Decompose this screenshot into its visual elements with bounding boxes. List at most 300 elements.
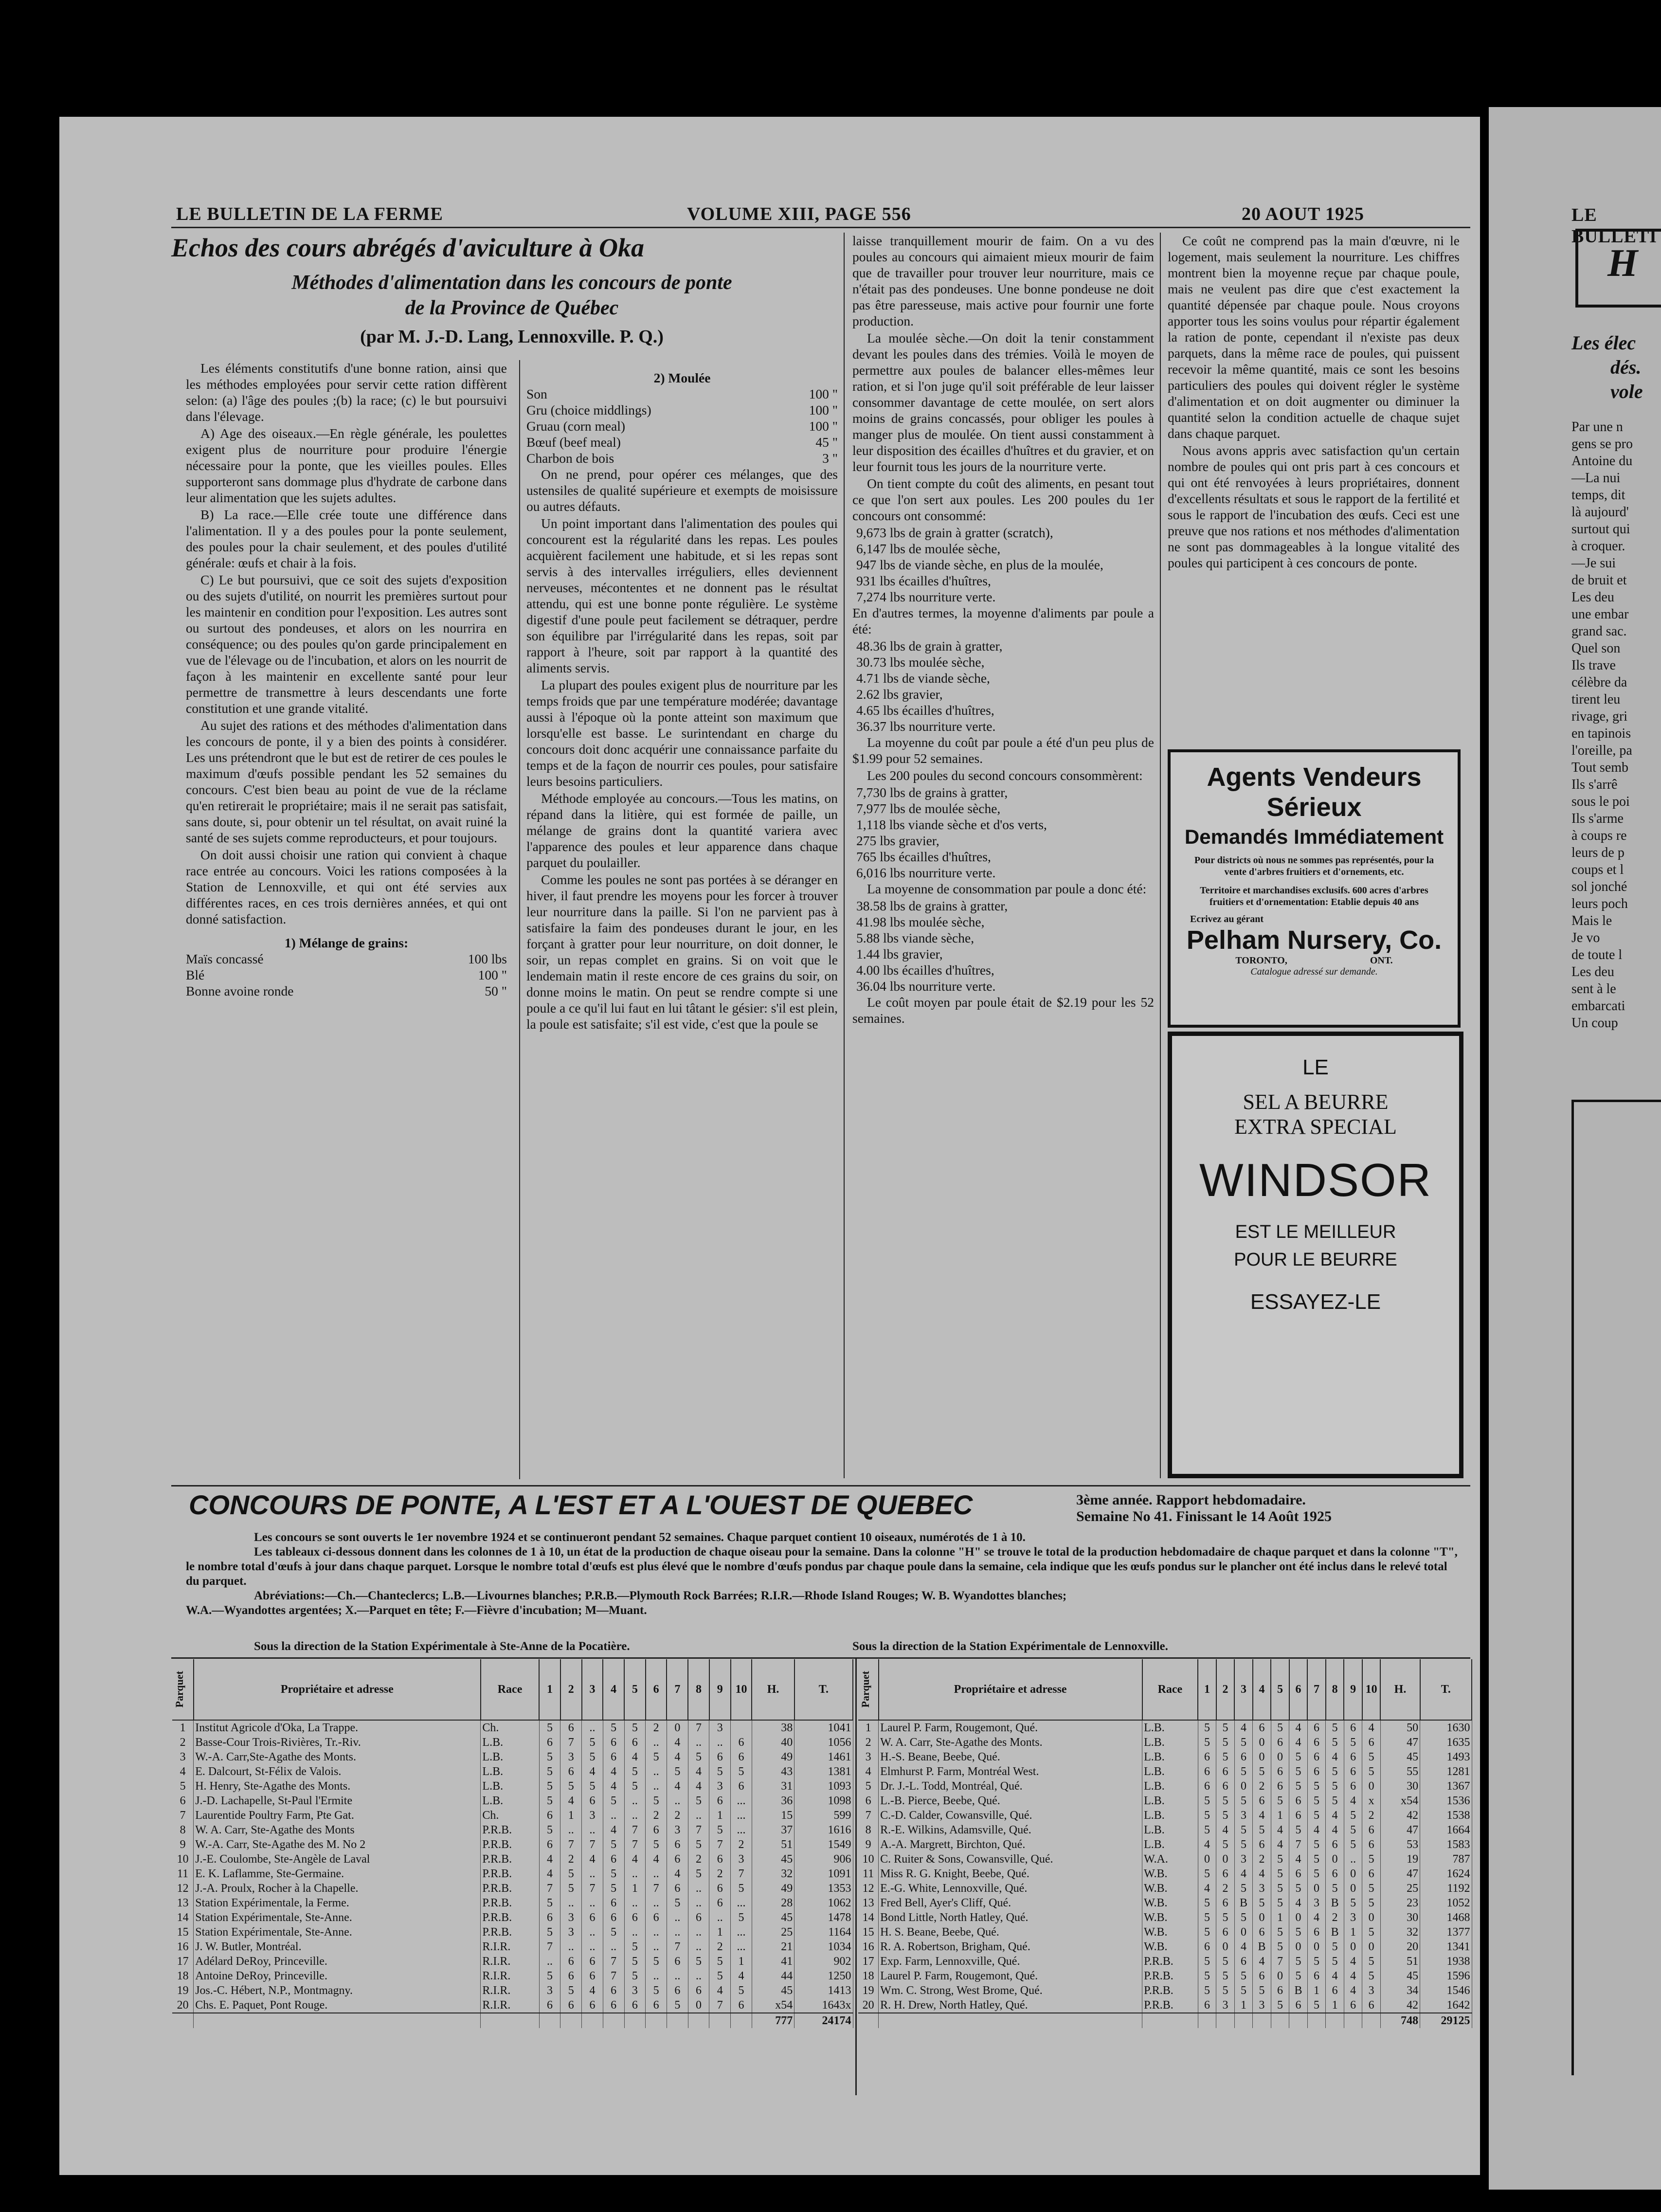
bird-eggs-cell: 4: [1234, 1867, 1253, 1881]
parquet-cell: 2: [172, 1735, 194, 1750]
empty-cell: [667, 2013, 688, 2028]
bird-eggs-cell: 7: [688, 1720, 709, 1735]
bird-eggs-cell: 4: [667, 1735, 688, 1750]
bird-eggs-cell: 5: [624, 1940, 646, 1954]
bird-eggs-cell: 3: [560, 1910, 582, 1925]
col-bird-8: 8: [688, 1659, 709, 1720]
bird-eggs-cell: 5: [1234, 1735, 1253, 1750]
bird-eggs-cell: 4: [1198, 1881, 1216, 1896]
cumulative-total-cell: 1664: [1420, 1823, 1472, 1837]
bird-eggs-cell: 1: [624, 1881, 646, 1896]
owner-cell: C.-D. Calder, Cowansville, Qué.: [879, 1808, 1142, 1823]
race-cell: R.I.R.: [481, 1940, 539, 1954]
bird-eggs-cell: ..: [688, 1896, 709, 1910]
parquet-cell: 8: [858, 1823, 879, 1837]
list-item: 4.65 lbs écailles d'huîtres,: [856, 703, 994, 718]
adjacent-title-box: [1575, 229, 1661, 308]
adjacent-text-line: Ils s'arrê: [1571, 777, 1618, 792]
race-cell: Ch.: [481, 1720, 539, 1735]
bird-eggs-cell: ..: [688, 1969, 709, 1983]
adjacent-heading-line: dés.: [1610, 356, 1642, 378]
race-cell: P.R.B.: [481, 1867, 539, 1881]
col-bird-9: 9: [709, 1659, 731, 1720]
adjacent-text-line: à coups re: [1571, 828, 1627, 843]
bird-eggs-cell: 5: [1326, 1794, 1344, 1808]
race-cell: P.R.B.: [481, 1896, 539, 1910]
bird-eggs-cell: ..: [624, 1808, 646, 1823]
grand-weekly-total: 777: [752, 2013, 794, 2028]
bird-eggs-cell: 4: [539, 1852, 560, 1867]
mash-mix-title: 2) Moulée: [653, 370, 711, 385]
bird-eggs-cell: 6: [1253, 1794, 1271, 1808]
race-cell: P.R.B.: [1142, 1998, 1198, 2013]
parquet-cell: 10: [858, 1852, 879, 1867]
adjacent-text-line: Un coup: [1571, 1015, 1618, 1031]
empty-cell: [194, 2013, 481, 2028]
race-cell: R.I.R.: [481, 1954, 539, 1969]
mix-row: [526, 386, 838, 402]
adjacent-italic-heading: [1571, 331, 1643, 404]
bird-eggs-cell: 5: [1289, 1750, 1308, 1764]
bird-eggs-cell: 6: [1307, 1750, 1326, 1764]
parquet-cell: 9: [172, 1837, 194, 1852]
mash-mix: [526, 370, 838, 466]
bird-eggs-cell: 6: [646, 1823, 667, 1837]
bird-eggs-cell: 4: [582, 1764, 603, 1779]
bird-eggs-cell: 6: [1289, 1867, 1308, 1881]
owner-cell: L.-B. Pierce, Beebe, Qué.: [879, 1794, 1142, 1808]
bird-eggs-cell: 6: [667, 1881, 688, 1896]
bird-eggs-cell: 2: [1362, 1808, 1381, 1823]
bird-eggs-cell: ..: [688, 1881, 709, 1896]
bird-eggs-cell: 4: [1289, 1735, 1308, 1750]
bird-eggs-cell: 5: [1234, 1837, 1253, 1852]
ad-line: LE: [1302, 1055, 1329, 1079]
ad-city: TORONTO,: [1235, 955, 1287, 966]
weekly-total-cell: 51: [1380, 1954, 1420, 1969]
owner-cell: Basse-Cour Trois-Rivières, Tr.-Riv.: [194, 1735, 481, 1750]
bird-eggs-cell: 4: [1326, 1750, 1344, 1764]
bird-eggs-cell: 0: [1362, 1940, 1381, 1954]
bird-eggs-cell: 3: [731, 1852, 752, 1867]
bird-eggs-cell: ..: [646, 1735, 667, 1750]
bird-eggs-cell: 5: [1198, 1808, 1216, 1823]
bird-eggs-cell: 0: [1289, 1940, 1308, 1954]
adjacent-text-line: coups et l: [1571, 862, 1624, 877]
column-rule: [1160, 233, 1161, 1478]
bird-eggs-cell: 4: [688, 1779, 709, 1794]
adjacent-text-line: grand sac.: [1571, 624, 1627, 639]
paragraph: Comme les poules ne sont pas portées à se déranger en hiver, il faut prendre les moyens pour les forcer à trouver leur nourriture dans la paille. Si l'on ne parvient pas à satisfaire la faim des pondeuses durant le jour, en les forçant à gratter pour leur nourriture, on doit donner, le soir, un repas complet en grains. Si on voit que le lendemain matin il reste encore de ces grains du soir, on donne moins le matin. On peut se rendre compte si une poule a ce qu'il lui faut en lui tâtant le gésier: s'il est plein, la poule est satisfaite; s'il est vide, c'est que la poule se: [526, 872, 838, 1032]
header-rule: [171, 227, 1470, 228]
bird-eggs-cell: 0: [1362, 1910, 1381, 1925]
weekly-total-cell: 34: [1380, 1983, 1420, 1998]
bird-eggs-cell: 4: [1253, 1867, 1271, 1881]
adjacent-text-line: Tout semb: [1571, 760, 1629, 775]
cumulative-total-cell: 1549: [794, 1837, 853, 1852]
bird-eggs-cell: 5: [1198, 1925, 1216, 1940]
list-item: 30.73 lbs moulée sèche,: [856, 654, 985, 670]
bird-eggs-cell: 6: [1271, 1735, 1289, 1750]
list-item: 1,118 lbs viande sèche et d'os verts,: [856, 817, 1047, 832]
ad-subheadline: Demandés Immédiatement: [1184, 825, 1444, 848]
bird-eggs-cell: 5: [560, 1867, 582, 1881]
bird-eggs-cell: ..: [603, 1940, 624, 1954]
table-row: [172, 1867, 853, 1881]
paragraph: A) Age des oiseaux.—En règle générale, les poulettes exigent plus de nourriture pour produire l'énergie nécessaire pour la ponte, que les vieilles poules. Elles supporteront sans dommage plus d'hydrate de carbone dans leur alimentation que les sujets adultes.: [186, 426, 507, 505]
bird-eggs-cell: 2: [688, 1852, 709, 1867]
bird-eggs-cell: 5: [1326, 1954, 1344, 1969]
bird-eggs-cell: x: [1362, 1794, 1381, 1808]
bird-eggs-cell: 5: [1198, 1867, 1216, 1881]
list-item: 6,016 lbs nourriture verte.: [856, 865, 996, 880]
empty-cell: [172, 2013, 194, 2028]
bird-eggs-cell: 0: [1344, 1940, 1362, 1954]
bird-eggs-cell: 2: [1253, 1779, 1271, 1794]
owner-cell: J. W. Butler, Montréal.: [194, 1940, 481, 1954]
race-cell: R.I.R.: [481, 1983, 539, 1998]
bird-eggs-cell: 6: [582, 1910, 603, 1925]
adjacent-text-line: Ils trave: [1571, 658, 1616, 673]
table-header-row: [858, 1659, 1472, 1720]
race-cell: P.R.B.: [481, 1925, 539, 1940]
bird-eggs-cell: 4: [582, 1983, 603, 1998]
bird-eggs-cell: 4: [1326, 1808, 1344, 1823]
bird-eggs-cell: 5: [1362, 1764, 1381, 1779]
bird-eggs-cell: 4: [624, 1852, 646, 1867]
weekly-total-cell: 21: [752, 1940, 794, 1954]
bird-eggs-cell: 0: [1326, 1852, 1344, 1867]
bird-eggs-cell: 6: [1198, 1750, 1216, 1764]
bird-eggs-cell: 6: [603, 1735, 624, 1750]
table-row: [172, 1779, 853, 1794]
bird-eggs-cell: 6: [1271, 1983, 1289, 1998]
bird-eggs-cell: 5: [1216, 1983, 1235, 1998]
bird-eggs-cell: 5: [1271, 1852, 1289, 1867]
bird-eggs-cell: 5: [1307, 1794, 1326, 1808]
bird-eggs-cell: 2: [1216, 1881, 1235, 1896]
cumulative-total-cell: 1468: [1420, 1910, 1472, 1925]
adjacent-heading-line: Les élec: [1571, 332, 1636, 354]
bird-eggs-cell: ..: [1344, 1852, 1362, 1867]
bird-eggs-cell: 6: [1253, 1720, 1271, 1735]
bird-eggs-cell: 6: [1326, 1837, 1344, 1852]
bird-eggs-cell: 4: [1344, 1794, 1362, 1808]
paragraph: Méthode employée au concours.—Tous les matins, on répand dans la litière, qui est formée de paille, un mélange de grains dont la quantité variera avec l'apparence des poules et leur apparence dans chaque parquet du poulailler.: [526, 791, 838, 870]
bird-eggs-cell: 6: [603, 1896, 624, 1910]
bird-eggs-cell: 5: [667, 1764, 688, 1779]
bird-eggs-cell: 7: [603, 1954, 624, 1969]
bird-eggs-cell: 5: [539, 1969, 560, 1983]
race-cell: W.B.: [1142, 1925, 1198, 1940]
bird-eggs-cell: 5: [1234, 1983, 1253, 1998]
adjacent-text-line: Ils s'arme: [1571, 811, 1624, 826]
table-row: [858, 1998, 1472, 2013]
bird-eggs-cell: 5: [1307, 1954, 1326, 1969]
parquet-cell: 12: [858, 1881, 879, 1896]
bird-eggs-cell: 1: [1344, 1925, 1362, 1940]
cumulative-total-cell: 599: [794, 1808, 853, 1823]
grand-cumulative-total: 24174: [794, 2013, 853, 2028]
parquet-cell: 16: [172, 1940, 194, 1954]
mix-qty: 100 ": [809, 402, 838, 417]
bird-eggs-cell: B: [1326, 1896, 1344, 1910]
bird-eggs-cell: 5: [1234, 1823, 1253, 1837]
parquet-cell: 19: [858, 1983, 879, 1998]
bird-eggs-cell: 7: [582, 1837, 603, 1852]
bird-eggs-cell: 0: [1289, 1910, 1308, 1925]
owner-cell: Elmhurst P. Farm, Montréal West.: [879, 1764, 1142, 1779]
bird-eggs-cell: 5: [1198, 1896, 1216, 1910]
bird-eggs-cell: 5: [539, 1794, 560, 1808]
bird-eggs-cell: 5: [1271, 1881, 1289, 1896]
bird-eggs-cell: 4: [709, 1983, 731, 1998]
cumulative-total-cell: 1250: [794, 1969, 853, 1983]
bird-eggs-cell: 1: [731, 1954, 752, 1969]
bird-eggs-cell: ..: [646, 1867, 667, 1881]
parquet-cell: 9: [858, 1837, 879, 1852]
race-cell: L.B.: [1142, 1823, 1198, 1837]
bird-eggs-cell: 4: [667, 1750, 688, 1764]
bird-eggs-cell: 6: [1362, 1735, 1381, 1750]
bird-eggs-cell: 5: [646, 1954, 667, 1969]
article-column-1: [186, 360, 507, 999]
bird-eggs-cell: 5: [1271, 1940, 1289, 1954]
article-title: Echos des cours abrégés d'aviculture à Oka: [171, 233, 644, 262]
parquet-cell: 14: [172, 1910, 194, 1925]
mix-row: [526, 418, 838, 434]
bird-eggs-cell: 6: [1253, 1837, 1271, 1852]
weekly-total-cell: 45: [1380, 1969, 1420, 1983]
col-bird-7: 7: [667, 1659, 688, 1720]
table-row: [858, 1735, 1472, 1750]
bird-eggs-cell: 7: [603, 1969, 624, 1983]
bird-eggs-cell: 3: [1362, 1983, 1381, 1998]
bird-eggs-cell: 5: [603, 1867, 624, 1881]
bird-eggs-cell: 7: [688, 1823, 709, 1837]
table-top-rule: [171, 1657, 1470, 1659]
bird-eggs-cell: ..: [624, 1925, 646, 1940]
paragraph: Un point important dans l'alimentation des poules qui concourent est la régularité dans les repas. Les poules acquièrent facilement une habitude, et si les repas sont servis à des intervalles irréguliers, elles deviennent nerveuses, mécontentes et ne donnent pas le résultat attendu, qui est une bonne ponte régulière. Le système digestif d'une poule peut facilement se détraquer, perdre son équilibre par l'irrégularité dans les repas, soit par rapport à l'heure, soit par rapport à la quantité des aliments servis.: [526, 516, 838, 675]
col-bird-2: 2: [1216, 1659, 1235, 1720]
bird-eggs-cell: 5: [709, 1764, 731, 1779]
table-row: [858, 1823, 1472, 1837]
bird-eggs-cell: 4: [667, 1779, 688, 1794]
adjacent-text-line: Je vo: [1571, 930, 1600, 945]
cumulative-total-cell: 1596: [1420, 1969, 1472, 1983]
col-h: H.: [752, 1659, 794, 1720]
empty-cell: [1271, 2013, 1289, 2028]
owner-cell: Station Expérimentale, Ste-Anne.: [194, 1925, 481, 1940]
bird-eggs-cell: 5: [1198, 1954, 1216, 1969]
mix-item: Maïs concassé: [186, 951, 264, 966]
table-row: [172, 1823, 853, 1837]
bird-eggs-cell: 6: [1362, 1823, 1381, 1837]
adjacent-text-line: de bruit et: [1571, 573, 1627, 588]
bird-eggs-cell: ..: [582, 1867, 603, 1881]
bird-eggs-cell: 6: [560, 1764, 582, 1779]
bird-eggs-cell: 5: [560, 1983, 582, 1998]
bird-eggs-cell: 3: [1216, 1998, 1235, 2013]
bird-eggs-cell: 5: [624, 1720, 646, 1735]
empty-cell: [539, 2013, 560, 2028]
contest-intro-1: Les concours se sont ouverts le 1er novembre 1924 et se continueront pendant 52 semaines. Chaque parquet contient 10 oiseaux, numérotés de 1 à 10.: [254, 1531, 1026, 1544]
bird-eggs-cell: 6: [1362, 1867, 1381, 1881]
abbreviations-2: W.A.—Wyandottes argentées; X.—Parquet en tête; F.—Fièvre d'incubation; M—Muant.: [186, 1604, 647, 1617]
bird-eggs-cell: 5: [1362, 1852, 1381, 1867]
bird-eggs-cell: 4: [667, 1867, 688, 1881]
cumulative-total-cell: 1056: [794, 1735, 853, 1750]
adjacent-text-line: temps, dit: [1571, 488, 1625, 503]
list-item: 38.58 lbs de grains à gratter,: [856, 898, 1008, 913]
owner-cell: W. A. Carr, Ste-Agathe des Monts: [194, 1823, 481, 1837]
bird-eggs-cell: 3: [709, 1779, 731, 1794]
bird-eggs-cell: 5: [1289, 1969, 1308, 1983]
table-row: [172, 1794, 853, 1808]
race-cell: L.B.: [481, 1764, 539, 1779]
direction-left: Sous la direction de la Station Expérimentale à Ste-Anne de la Pocatière.: [254, 1640, 630, 1653]
parquet-cell: 13: [172, 1896, 194, 1910]
bird-eggs-cell: 3: [1234, 1852, 1253, 1867]
ad-line: ESSAYEZ-LE: [1250, 1290, 1381, 1314]
bird-eggs-cell: 5: [1216, 1720, 1235, 1735]
ad-windsor-salt: [1168, 1032, 1463, 1478]
col-bird-9: 9: [1344, 1659, 1362, 1720]
bird-eggs-cell: 5: [1216, 1750, 1235, 1764]
bird-eggs-cell: 6: [1307, 1925, 1326, 1940]
bird-eggs-cell: 6: [646, 1998, 667, 2013]
ad-address-label: Ecrivez au gérant: [1190, 914, 1264, 925]
bird-eggs-cell: 4: [1216, 1823, 1235, 1837]
bird-eggs-cell: 6: [1216, 1925, 1235, 1940]
section-rule: [171, 1485, 1470, 1487]
bird-eggs-cell: 5: [1271, 1925, 1289, 1940]
bird-eggs-cell: 6: [709, 1896, 731, 1910]
bird-eggs-cell: 2: [1326, 1910, 1344, 1925]
owner-cell: C. Ruiter & Sons, Cowansville, Qué.: [879, 1852, 1142, 1867]
cumulative-total-cell: 1630: [1420, 1720, 1472, 1735]
mix-qty: 100 ": [809, 418, 838, 434]
bird-eggs-cell: 0: [1234, 1779, 1253, 1794]
table-header-row: [172, 1659, 853, 1720]
bird-eggs-cell: 5: [1198, 1983, 1216, 1998]
cumulative-total-cell: 1478: [794, 1910, 853, 1925]
empty-cell: [1326, 2013, 1344, 2028]
cumulative-total-cell: 1635: [1420, 1735, 1472, 1750]
bird-eggs-cell: 2: [560, 1852, 582, 1867]
col-owner: Propriétaire et adresse: [194, 1659, 481, 1720]
adjacent-text-line: Les deu: [1571, 964, 1614, 979]
bird-eggs-cell: 6: [624, 1910, 646, 1925]
weekly-total-cell: 15: [752, 1808, 794, 1823]
bird-eggs-cell: 0: [1234, 1925, 1253, 1940]
empty-cell: [1234, 2013, 1253, 2028]
bird-eggs-cell: 5: [1307, 1998, 1326, 2013]
weekly-total-cell: 45: [752, 1910, 794, 1925]
bird-eggs-cell: 1: [1326, 1998, 1344, 2013]
bird-eggs-cell: 4: [603, 1823, 624, 1837]
race-cell: L.B.: [1142, 1794, 1198, 1808]
bird-eggs-cell: 6: [1253, 1969, 1271, 1983]
bird-eggs-cell: 5: [539, 1823, 560, 1837]
list-item: 4.71 lbs de viande sèche,: [856, 671, 990, 686]
ad-line: POUR LE BEURRE: [1234, 1250, 1397, 1270]
adjacent-text-line: leurs de p: [1571, 845, 1625, 860]
bird-eggs-cell: 5: [1289, 1764, 1308, 1779]
owner-cell: Dr. J.-L. Todd, Montréal, Qué.: [879, 1779, 1142, 1794]
bird-eggs-cell: 4: [646, 1852, 667, 1867]
parquet-cell: 16: [858, 1940, 879, 1954]
adjacent-text-line: de toute l: [1571, 947, 1623, 962]
col-bird-4: 4: [603, 1659, 624, 1720]
bird-eggs-cell: ..: [582, 1896, 603, 1910]
col-bird-2: 2: [560, 1659, 582, 1720]
bird-eggs-cell: 6: [1271, 1764, 1289, 1779]
cumulative-total-cell: 1034: [794, 1940, 853, 1954]
cumulative-total-cell: 1546: [1420, 1983, 1472, 1998]
empty-cell: [582, 2013, 603, 2028]
bird-eggs-cell: 6: [560, 1720, 582, 1735]
bird-eggs-cell: 4: [582, 1852, 603, 1867]
col-bird-3: 3: [582, 1659, 603, 1720]
bird-eggs-cell: 6: [646, 1910, 667, 1925]
mix-item: Blé: [186, 967, 205, 982]
empty-cell: [688, 2013, 709, 2028]
bird-eggs-cell: 5: [539, 1779, 560, 1794]
bird-eggs-cell: 6: [624, 1735, 646, 1750]
cumulative-total-cell: 1192: [1420, 1881, 1472, 1896]
cumulative-total-cell: 1624: [1420, 1867, 1472, 1881]
bird-eggs-cell: 6: [1289, 1794, 1308, 1808]
bird-eggs-cell: 1: [709, 1925, 731, 1940]
cumulative-total-cell: 1381: [794, 1764, 853, 1779]
bird-eggs-cell: 4: [1271, 1823, 1289, 1837]
bird-eggs-cell: 5: [1362, 1881, 1381, 1896]
weekly-total-cell: 20: [1380, 1940, 1420, 1954]
paragraph: En d'autres termes, la moyenne d'aliments par poule a été:: [852, 605, 1154, 636]
bird-eggs-cell: 5: [1344, 1735, 1362, 1750]
adjacent-text-line: Quel son: [1571, 641, 1621, 656]
table-row: [172, 1969, 853, 1983]
weekly-total-cell: 49: [752, 1881, 794, 1896]
grain-mix: [186, 935, 507, 999]
bird-eggs-cell: ...: [731, 1823, 752, 1837]
bird-eggs-cell: 7: [560, 1735, 582, 1750]
mix-item: Bœuf (beef meal): [526, 435, 621, 450]
bird-eggs-cell: 6: [1362, 1837, 1381, 1852]
bird-eggs-cell: 0: [1216, 1940, 1235, 1954]
bird-eggs-cell: ..: [582, 1925, 603, 1940]
race-cell: L.B.: [481, 1779, 539, 1794]
bird-eggs-cell: 5: [1198, 1720, 1216, 1735]
owner-cell: J.-D. Lachapelle, St-Paul l'Ermite: [194, 1794, 481, 1808]
weekly-total-cell: 50: [1380, 1720, 1420, 1735]
table-body: [172, 1720, 853, 2028]
mix-item: Gru (choice middlings): [526, 402, 651, 417]
bird-eggs-cell: 5: [1326, 1779, 1344, 1794]
bird-eggs-cell: ..: [688, 1940, 709, 1954]
mix-qty: 50 ": [485, 983, 507, 998]
parquet-cell: 11: [858, 1867, 879, 1881]
empty-cell: [481, 2013, 539, 2028]
bird-eggs-cell: 5: [1234, 1881, 1253, 1896]
paragraph: Les éléments constitutifs d'une bonne ration, ainsi que les méthodes employées pour servir cette ration diffèrent selon: (a) l'âge des poules ;(b) la race; (c) le but poursuivi dans l'élevage.: [186, 361, 507, 424]
bird-eggs-cell: ..: [646, 1940, 667, 1954]
bird-eggs-cell: 5: [624, 1954, 646, 1969]
bird-eggs-cell: 7: [731, 1867, 752, 1881]
col-bird-1: 1: [539, 1659, 560, 1720]
bird-eggs-cell: 0: [1344, 1881, 1362, 1896]
